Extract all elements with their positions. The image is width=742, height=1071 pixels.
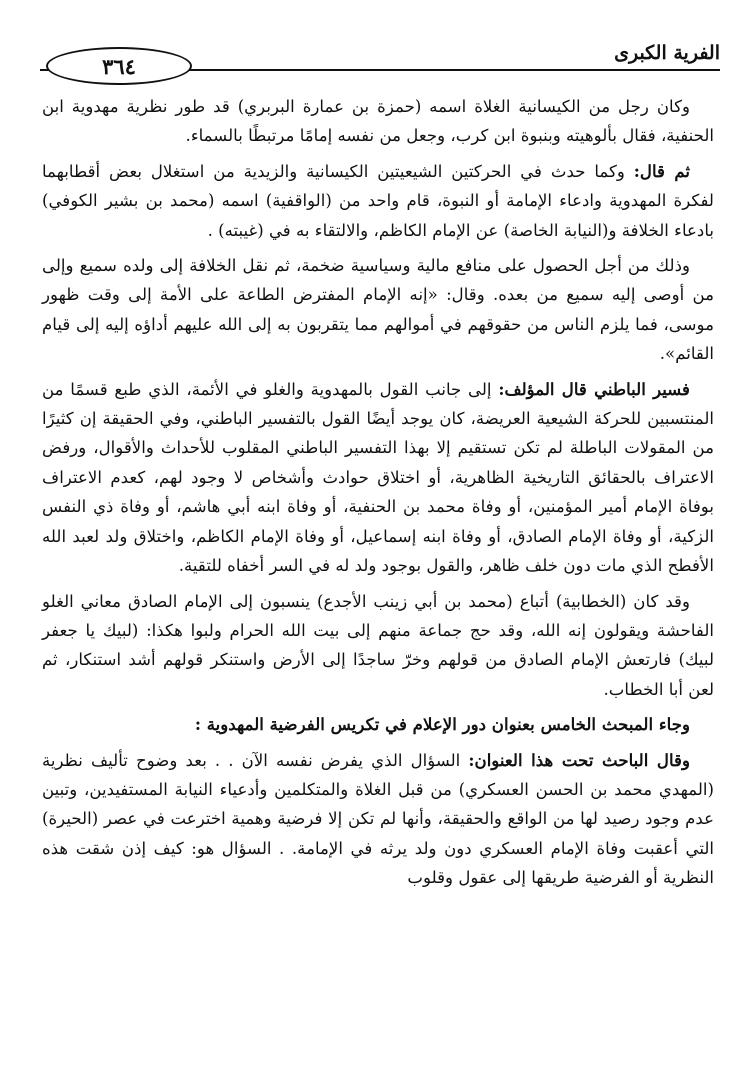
- page-number-oval: [46, 47, 192, 85]
- running-title: الفرية الكبرى: [614, 42, 720, 64]
- paragraph-1: وكان رجل من الكيسانية الغلاة اسمه (حمزة بن عمارة البربري) قد طور نظرية مهدوية ابن الحنفية، فقال بألوهيته وبنبوة ابن كرب، وجعل من نفسه إمامًا مرتبطًا بالسماء.: [42, 97, 714, 146]
- paragraph-3: وذلك من أجل الحصول على منافع مالية وسياسية ضخمة، ثم نقل الخلافة إلى ولده سميع وإلى من أوصى إليه سميع من بعده. وقال: «إنه الإمام المفترض الطاعة على الأمة إلى وقت ظهور موسى، فما يلزم الناس من حقوقهم في أموالهم مما يتقربون به إلى الله عليهم أداؤه إليه إلى قيام القائم».: [42, 256, 714, 364]
- paragraph-5: وقد كان (الخطابية) أتباع (محمد بن أبي زينب الأجدع) ينسبون إلى الإمام الصادق معاني الغلو الفاحشة ويقولون إنه الله، وقد حج جماعة منهم إلى بيت الله الحرام ولبوا هكذا: (لبيك يا جعفر لبيك) فارتعش الإمام الصادق من قولهم وخرّ ساجدًا إلى الأرض واستنكر قولهم أشد استنكار، ثم لعن أبا الخطاب.: [42, 591, 714, 699]
- paragraph-4-text: إلى جانب القول بالمهدوية والغلو في الأئمة، الذي طبع قسمًا من المنتسبين للحركة الشيعية العريضة، كان يوجد أيضًا القول بالتفسير الباطني، وفي الحقيقة إن كثيرًا من المقولات الباطلة لم تكن تستقيم إلا بهذا التفسير الباطني المقلوب للأحداث والأقوال، ورفض الاعتراف بالحقائق التاريخية الظاهرية، أو اختلاق حوادث وأشخاص لا وجود لهم، كعدم الاعتراف بوفاة الإمام أمير المؤمنين، أو وفاة محمد بن الحنفية، أو وفاة ابنه أبي هاشم، أو وفاة ذي النفس الزكية، أو وفاة الإمام الصادق، أو وفاة ابنه إسماعيل، أو وفاة الإمام الكاظم، واختلاق ولد لعبد الله الأفطح الذي مات دون خلف ظاهر، والقول بوجود ولد له في السر أخفاه للتقية.: [42, 379, 714, 576]
- paragraph-6: [42, 746, 714, 893]
- paragraph-6-lead: وقال الباحث تحت هذا العنوان:: [468, 749, 690, 770]
- page-number: ٣٦٤: [102, 53, 136, 79]
- paragraph-6-text: السؤال الذي يفرض نفسه الآن . . بعد وضوح تأليف نظرية (المهدي محمد بن الحسن العسكري) من قبل الغلاة والمتكلمين وأدعياء النيابة المستفيدين، وتبين عدم وجود رصيد لها من الواقع والحقيقة، وأنها لم تكن إلا فرضية وهمية اخترعت في عصر (الحيرة) التي أعقبت وفاة الإمام العسكري دون ولد يرثه في الإمامة. . السؤال هو: كيف إذن شقت هذه النظرية أو الفرضية طريقها إلى عقول وقلوب: [42, 750, 714, 888]
- section-heading: وجاء المبحث الخامس بعنوان دور الإعلام في تكريس الفرضية المهدوية :: [194, 714, 690, 735]
- page-header: [40, 38, 720, 84]
- paragraph-4: [42, 375, 714, 581]
- paragraph-2-lead: ثم قال:: [633, 160, 690, 181]
- body-text: [42, 92, 714, 899]
- paragraph-2-text: وكما حدث في الحركتين الشيعيتين الكيسانية والزيدية من استغلال بعض أقطابهما لفكرة المهدوية وادعاء الإمامة أو النبوة، قام واحد من (الواقفية) اسمه (محمد بن بشير الكوفي) بادعاء الخلافة و(النيابة الخاصة) عن الإمام الكاظم، والالتقاء به في (غيبته) .: [42, 161, 714, 240]
- paragraph-2: [42, 157, 714, 245]
- paragraph-4-lead: فسير الباطني قال المؤلف:: [498, 378, 690, 399]
